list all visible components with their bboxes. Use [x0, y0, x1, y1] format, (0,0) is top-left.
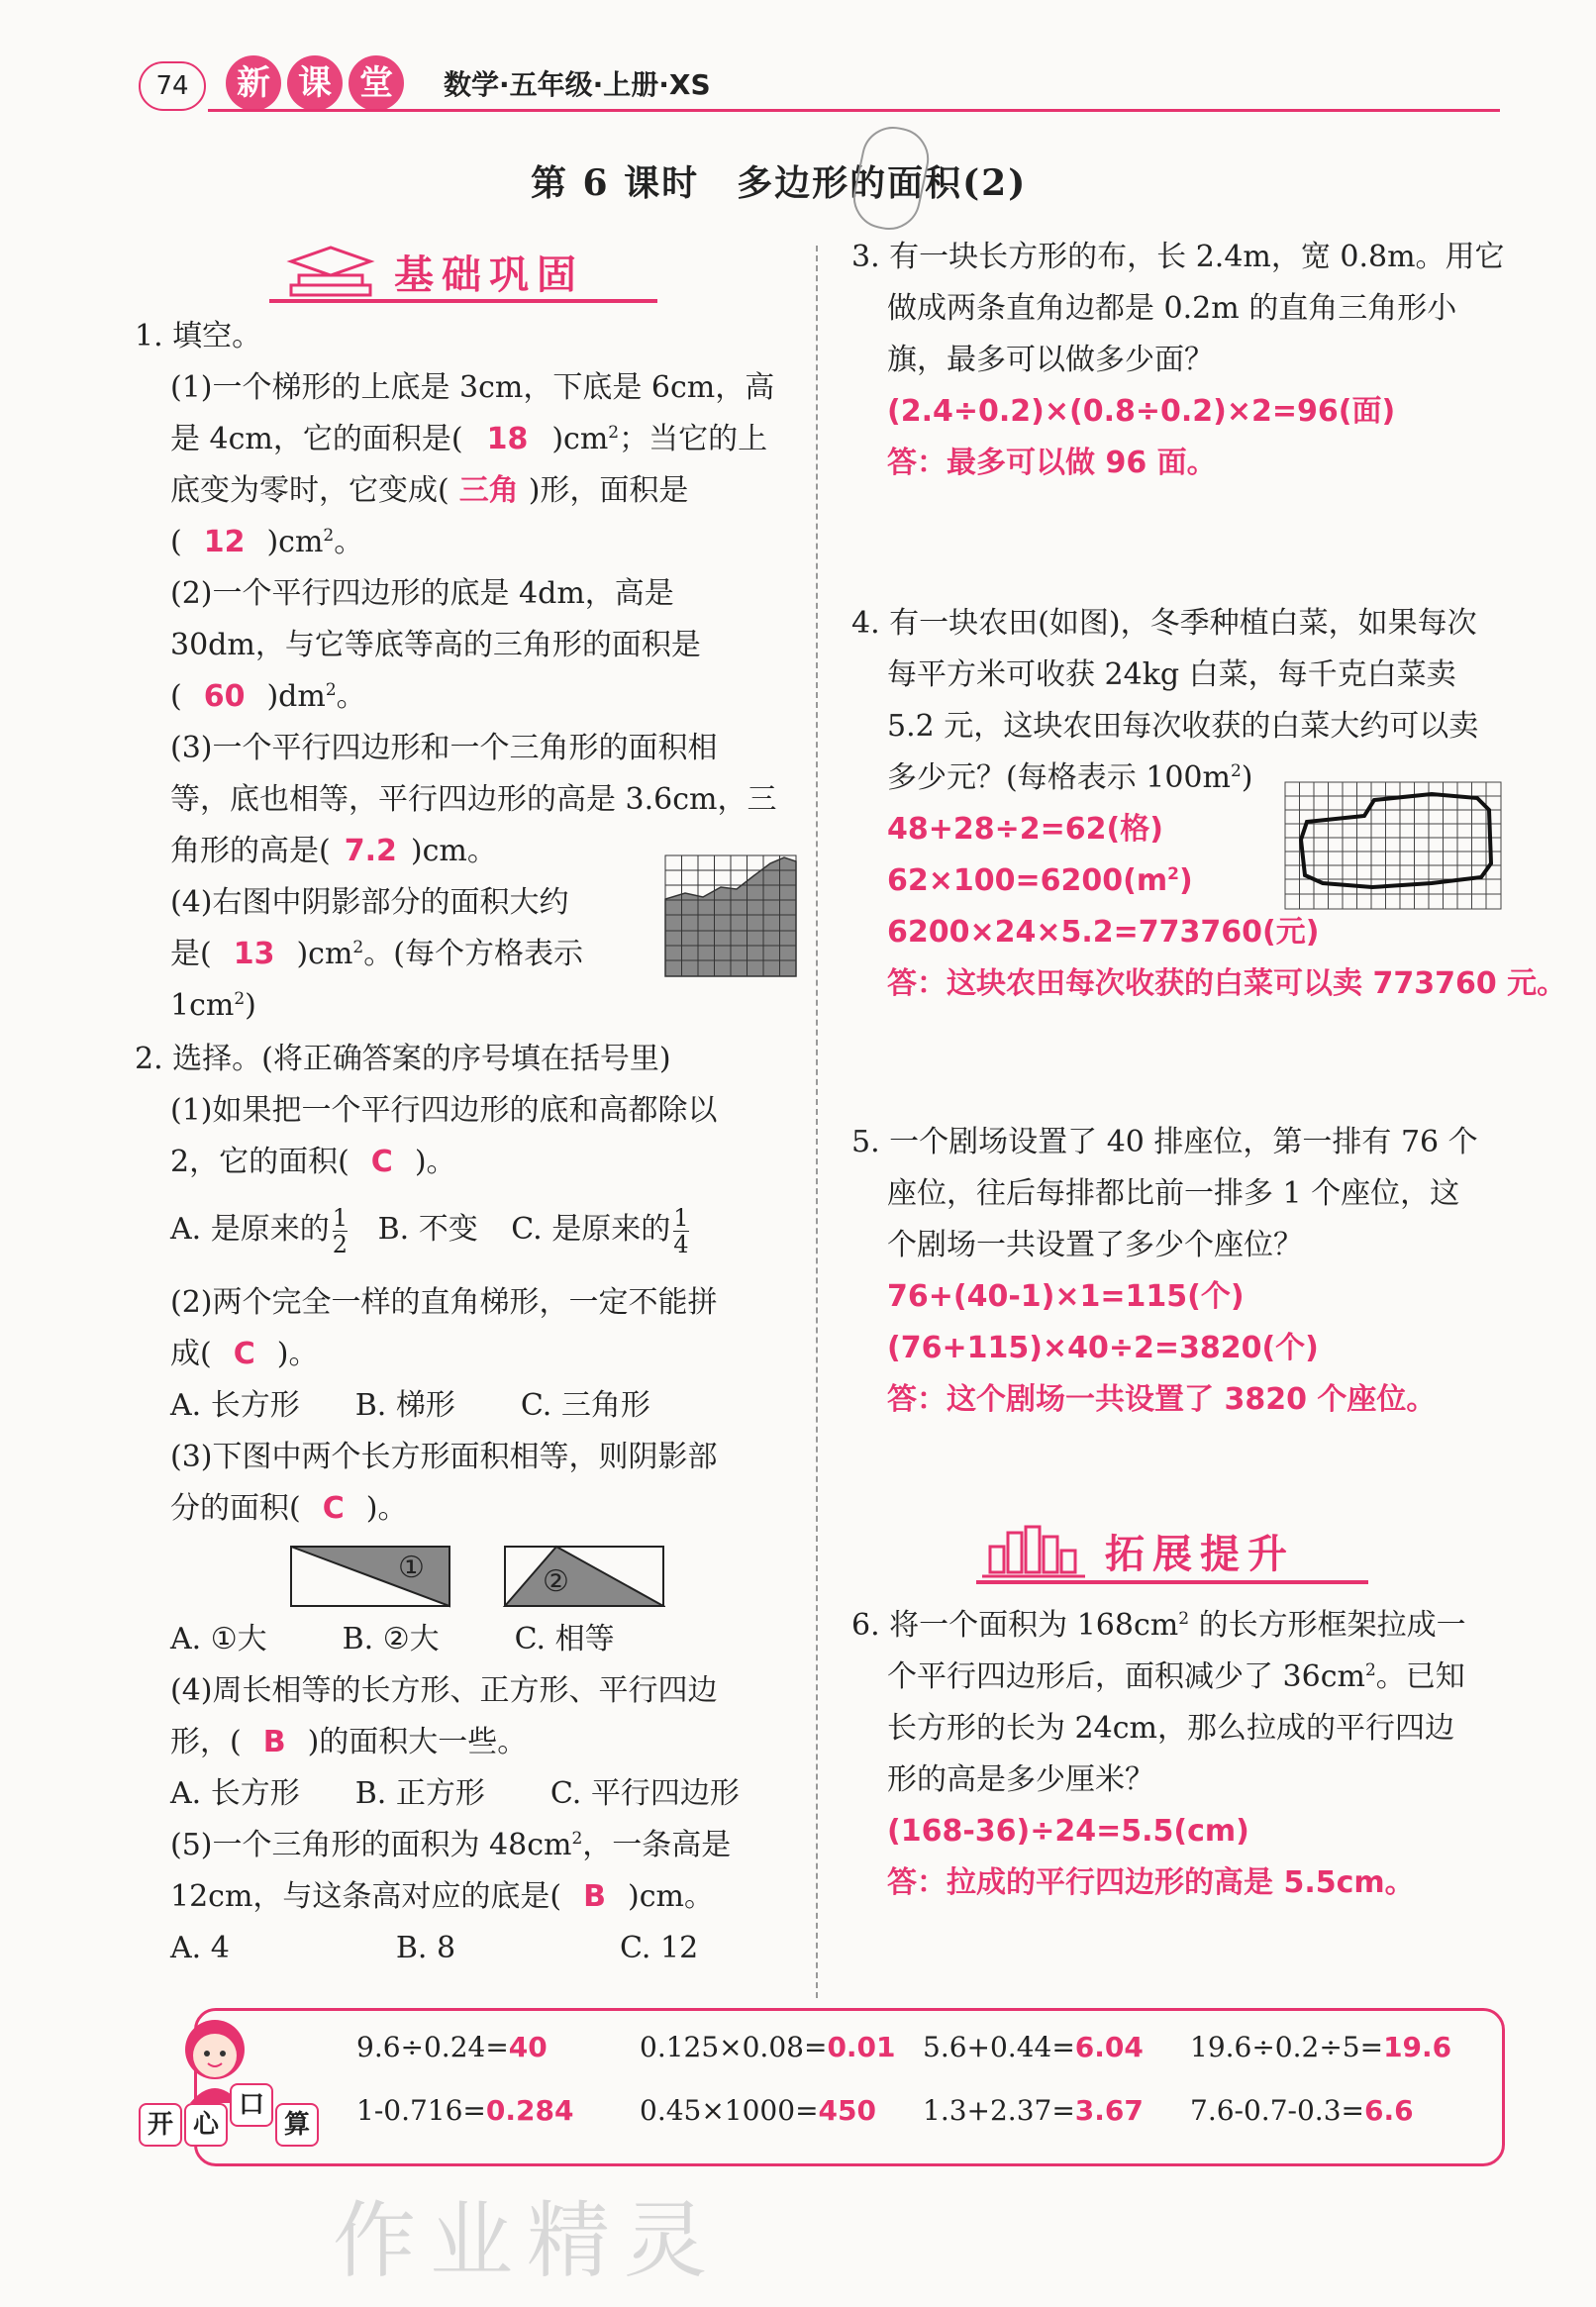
header-rule [208, 109, 1500, 112]
q4-answer: 答：这块农田每次收获的白菜可以卖 773760 元。 [887, 966, 1567, 1001]
q5-line2: 座位，往后每排都比前一排多 1 个座位，这 [887, 1176, 1460, 1211]
q2-1-line1: (1)如果把一个平行四边形的底和高都除以 [170, 1093, 718, 1128]
q1-heading: 1. 填空。 [135, 319, 262, 353]
badge-char-2: 心 [184, 2103, 228, 2147]
q1-1-line1: (1)一个梯形的上底是 3cm，下底是 6cm，高 [170, 370, 775, 405]
q1-1-line2: 是 4cm，它的面积是( 18 )$cm^2$；当它的上 [170, 422, 768, 456]
basic-section-rule [269, 299, 657, 303]
q1-4-line1: (4)右图中阴影部分的面积大约 [170, 885, 569, 920]
q3-answer: 答：最多可以做 96 面。 [887, 446, 1217, 480]
q2-2-line2: 成( C )。 [170, 1337, 319, 1371]
q3-line1: 3. 有一块长方形的布，长 2.4m，宽 0.8m。用它 [851, 240, 1505, 274]
mental-math-item-4: 19.6÷0.2÷5=19.6 [1190, 2031, 1452, 2063]
q1-1-answer-a: 18 [486, 422, 529, 456]
q5-solution-2: (76+115)×40÷2=3820(个) [887, 1331, 1319, 1365]
q2-5-options: A. 4 B. 8 C. 12 [170, 1931, 699, 1965]
watermark: 作业精灵 [333, 2192, 722, 2289]
q6-line3: 长方形的长为 24cm，那么拉成的平行四边 [887, 1711, 1454, 1746]
rect-label-1: ① [398, 1551, 425, 1585]
mental-math-item-8: 7.6-0.7-0.3=6.6 [1190, 2094, 1414, 2127]
farmland-grid-figure [1283, 780, 1503, 911]
mental-math-item-2: 0.125×0.08=0.01 [640, 2031, 896, 2063]
q2-2-options: A. 长方形 B. 梯形 C. 三角形 [170, 1388, 650, 1423]
brand-char-3: 堂 [349, 55, 404, 111]
two-rectangles-figure [289, 1543, 665, 1610]
q2-heading: 2. 选择。(将正确答案的序号填在括号里) [135, 1042, 671, 1076]
brand-char-2: 课 [287, 55, 343, 111]
header-subject: 数学·五年级·上册·XS [444, 68, 711, 101]
basic-section-header [269, 238, 665, 307]
q1-3-line1: (3)一个平行四边形和一个三角形的面积相 [170, 731, 718, 765]
q4-line2: 每平方米可收获 24kg 白菜，每千克白菜卖 [887, 657, 1456, 692]
q2-3-line1: (3)下图中两个长方形面积相等，则阴影部 [170, 1440, 718, 1474]
q4-line3: 5.2 元，这块农田每次收获的白菜大约可以卖 [887, 709, 1479, 744]
q6-line1: 6. 将一个面积为 $168cm^2$ 的长方形框架拉成一 [851, 1608, 1466, 1643]
q2-1-answer: C [370, 1145, 393, 1179]
q2-5-answer: B [583, 1879, 607, 1914]
q2-5-line2: 12cm，与这条高对应的底是( B )cm。 [170, 1879, 714, 1914]
badge-char-4: 算 [275, 2103, 319, 2147]
q3-line3: 旗，最多可以做多少面？ [887, 343, 1214, 377]
q6-solution: (168-36)÷24=5.5(cm) [887, 1814, 1249, 1849]
mental-math-item-7: 1.3+2.37=3.67 [923, 2094, 1144, 2127]
q5-line3: 个剧场一共设置了多少个座位？ [887, 1228, 1303, 1262]
q6-line4: 形的高是多少厘米？ [887, 1762, 1154, 1797]
q1-4-line2: 是( 13 )$cm^2$。(每个方格表示 [170, 937, 583, 971]
q2-1-options: A. 是原来的 $\frac{1}{2}$ B. 不变 C. 是原来的 $\frac{1}{4}$ [170, 1203, 689, 1258]
q2-4-line1: (4)周长相等的长方形、正方形、平行四边 [170, 1673, 718, 1708]
q5-answer: 答：这个剧场一共设置了 3820 个座位。 [887, 1382, 1437, 1417]
mental-math-item-1: 9.6÷0.24=40 [356, 2031, 548, 2063]
q6-answer: 答：拉成的平行四边形的高是 5.5cm。 [887, 1865, 1415, 1900]
shaded-area-grid-figure [663, 853, 798, 978]
rect-label-2: ② [543, 1564, 569, 1599]
lesson-title: 第 6 课时 多边形的面积(2) [531, 162, 1028, 204]
badge-char-3: 口 [230, 2083, 273, 2127]
stamp-logo [848, 121, 935, 236]
q2-4-line2: 形，( B )的面积大一些。 [170, 1725, 528, 1759]
mental-math-item-5: 1-0.716=0.284 [356, 2094, 574, 2127]
extend-section-title: 拓展提升 [1105, 1532, 1295, 1577]
q6-line2: 个平行四边形后，面积减少了 $36cm^2$。已知 [887, 1659, 1465, 1694]
q3-solution: (2.4÷0.2)×(0.8÷0.2)×2=96(面) [887, 394, 1396, 429]
badge-char-1: 开 [139, 2103, 182, 2147]
q4-solution-1: 48+28÷2=62(格) [887, 812, 1163, 847]
mental-math-item-6: 0.45×1000=450 [640, 2094, 876, 2127]
q1-2-line1: (2)一个平行四边形的底是 4dm，高是 [170, 576, 674, 611]
q2-5-line1: (5)一个三角形的面积为 $48cm^2$，一条高是 [170, 1828, 732, 1862]
q1-1-line3: 底变为零时，它变成( 三角 )形，面积是 [170, 473, 689, 508]
q1-3-line3: 角形的高是( 7.2 )cm。 [170, 834, 497, 868]
q1-4-answer: 13 [233, 937, 275, 971]
q1-3-answer: 7.2 [344, 834, 397, 868]
q1-2-line2: 30dm，与它等底等高的三角形的面积是 [170, 628, 701, 662]
mental-math-badge [137, 2087, 325, 2147]
q2-3-answer: C [322, 1491, 345, 1526]
brand-char-1: 新 [226, 55, 281, 111]
q2-4-options: A. 长方形 B. 正方形 C. 平行四边形 [170, 1776, 740, 1811]
q1-3-line2: 等，底也相等，平行四边形的高是 3.6cm，三 [170, 782, 777, 817]
basic-section-title: 基础巩固 [394, 252, 584, 298]
q2-3-options: A. ①大 B. ②大 C. 相等 [170, 1622, 615, 1656]
q2-2-answer: C [233, 1337, 255, 1371]
q2-4-answer: B [262, 1725, 286, 1759]
hat-books-icon [281, 242, 380, 301]
buildings-icon [980, 1523, 1087, 1580]
q4-solution-3: 6200×24×5.2=773760(元) [887, 915, 1320, 950]
q1-1-line4: ( 12 )$cm^2$。 [170, 525, 364, 559]
q5-line1: 5. 一个剧场设置了 40 排座位，第一排有 76 个 [851, 1125, 1478, 1159]
q4-line4: 多少元？(每格表示 $100m^2$) [887, 760, 1253, 795]
q3-line2: 做成两条直角边都是 0.2m 的直角三角形小 [887, 291, 1457, 326]
q1-2-line3: ( 60 )$dm^2$。 [170, 679, 366, 714]
q2-3-line2: 分的面积( C )。 [170, 1491, 408, 1526]
extend-section-header [976, 1519, 1372, 1588]
q4-line1: 4. 有一块农田(如图)，冬季种植白菜，如果每次 [851, 606, 1477, 641]
q1-1-answer-b: 三角 [458, 473, 519, 508]
page-number: 74 [139, 61, 206, 111]
mental-math-item-3: 5.6+0.44=6.04 [923, 2031, 1144, 2063]
q1-1-answer-c: 12 [203, 525, 246, 559]
q1-2-answer: 60 [203, 679, 246, 714]
extend-section-rule [976, 1580, 1368, 1584]
q4-solution-2: $62\times 100=6200(m^2)$ [887, 863, 1193, 898]
column-divider [816, 246, 818, 1998]
q5-solution-1: 76+(40-1)×1=115(个) [887, 1279, 1245, 1314]
q2-1-line2: 2，它的面积( C )。 [170, 1145, 456, 1179]
q2-2-line1: (2)两个完全一样的直角梯形，一定不能拼 [170, 1285, 718, 1320]
q1-4-line3: $1cm^2$) [170, 988, 256, 1023]
